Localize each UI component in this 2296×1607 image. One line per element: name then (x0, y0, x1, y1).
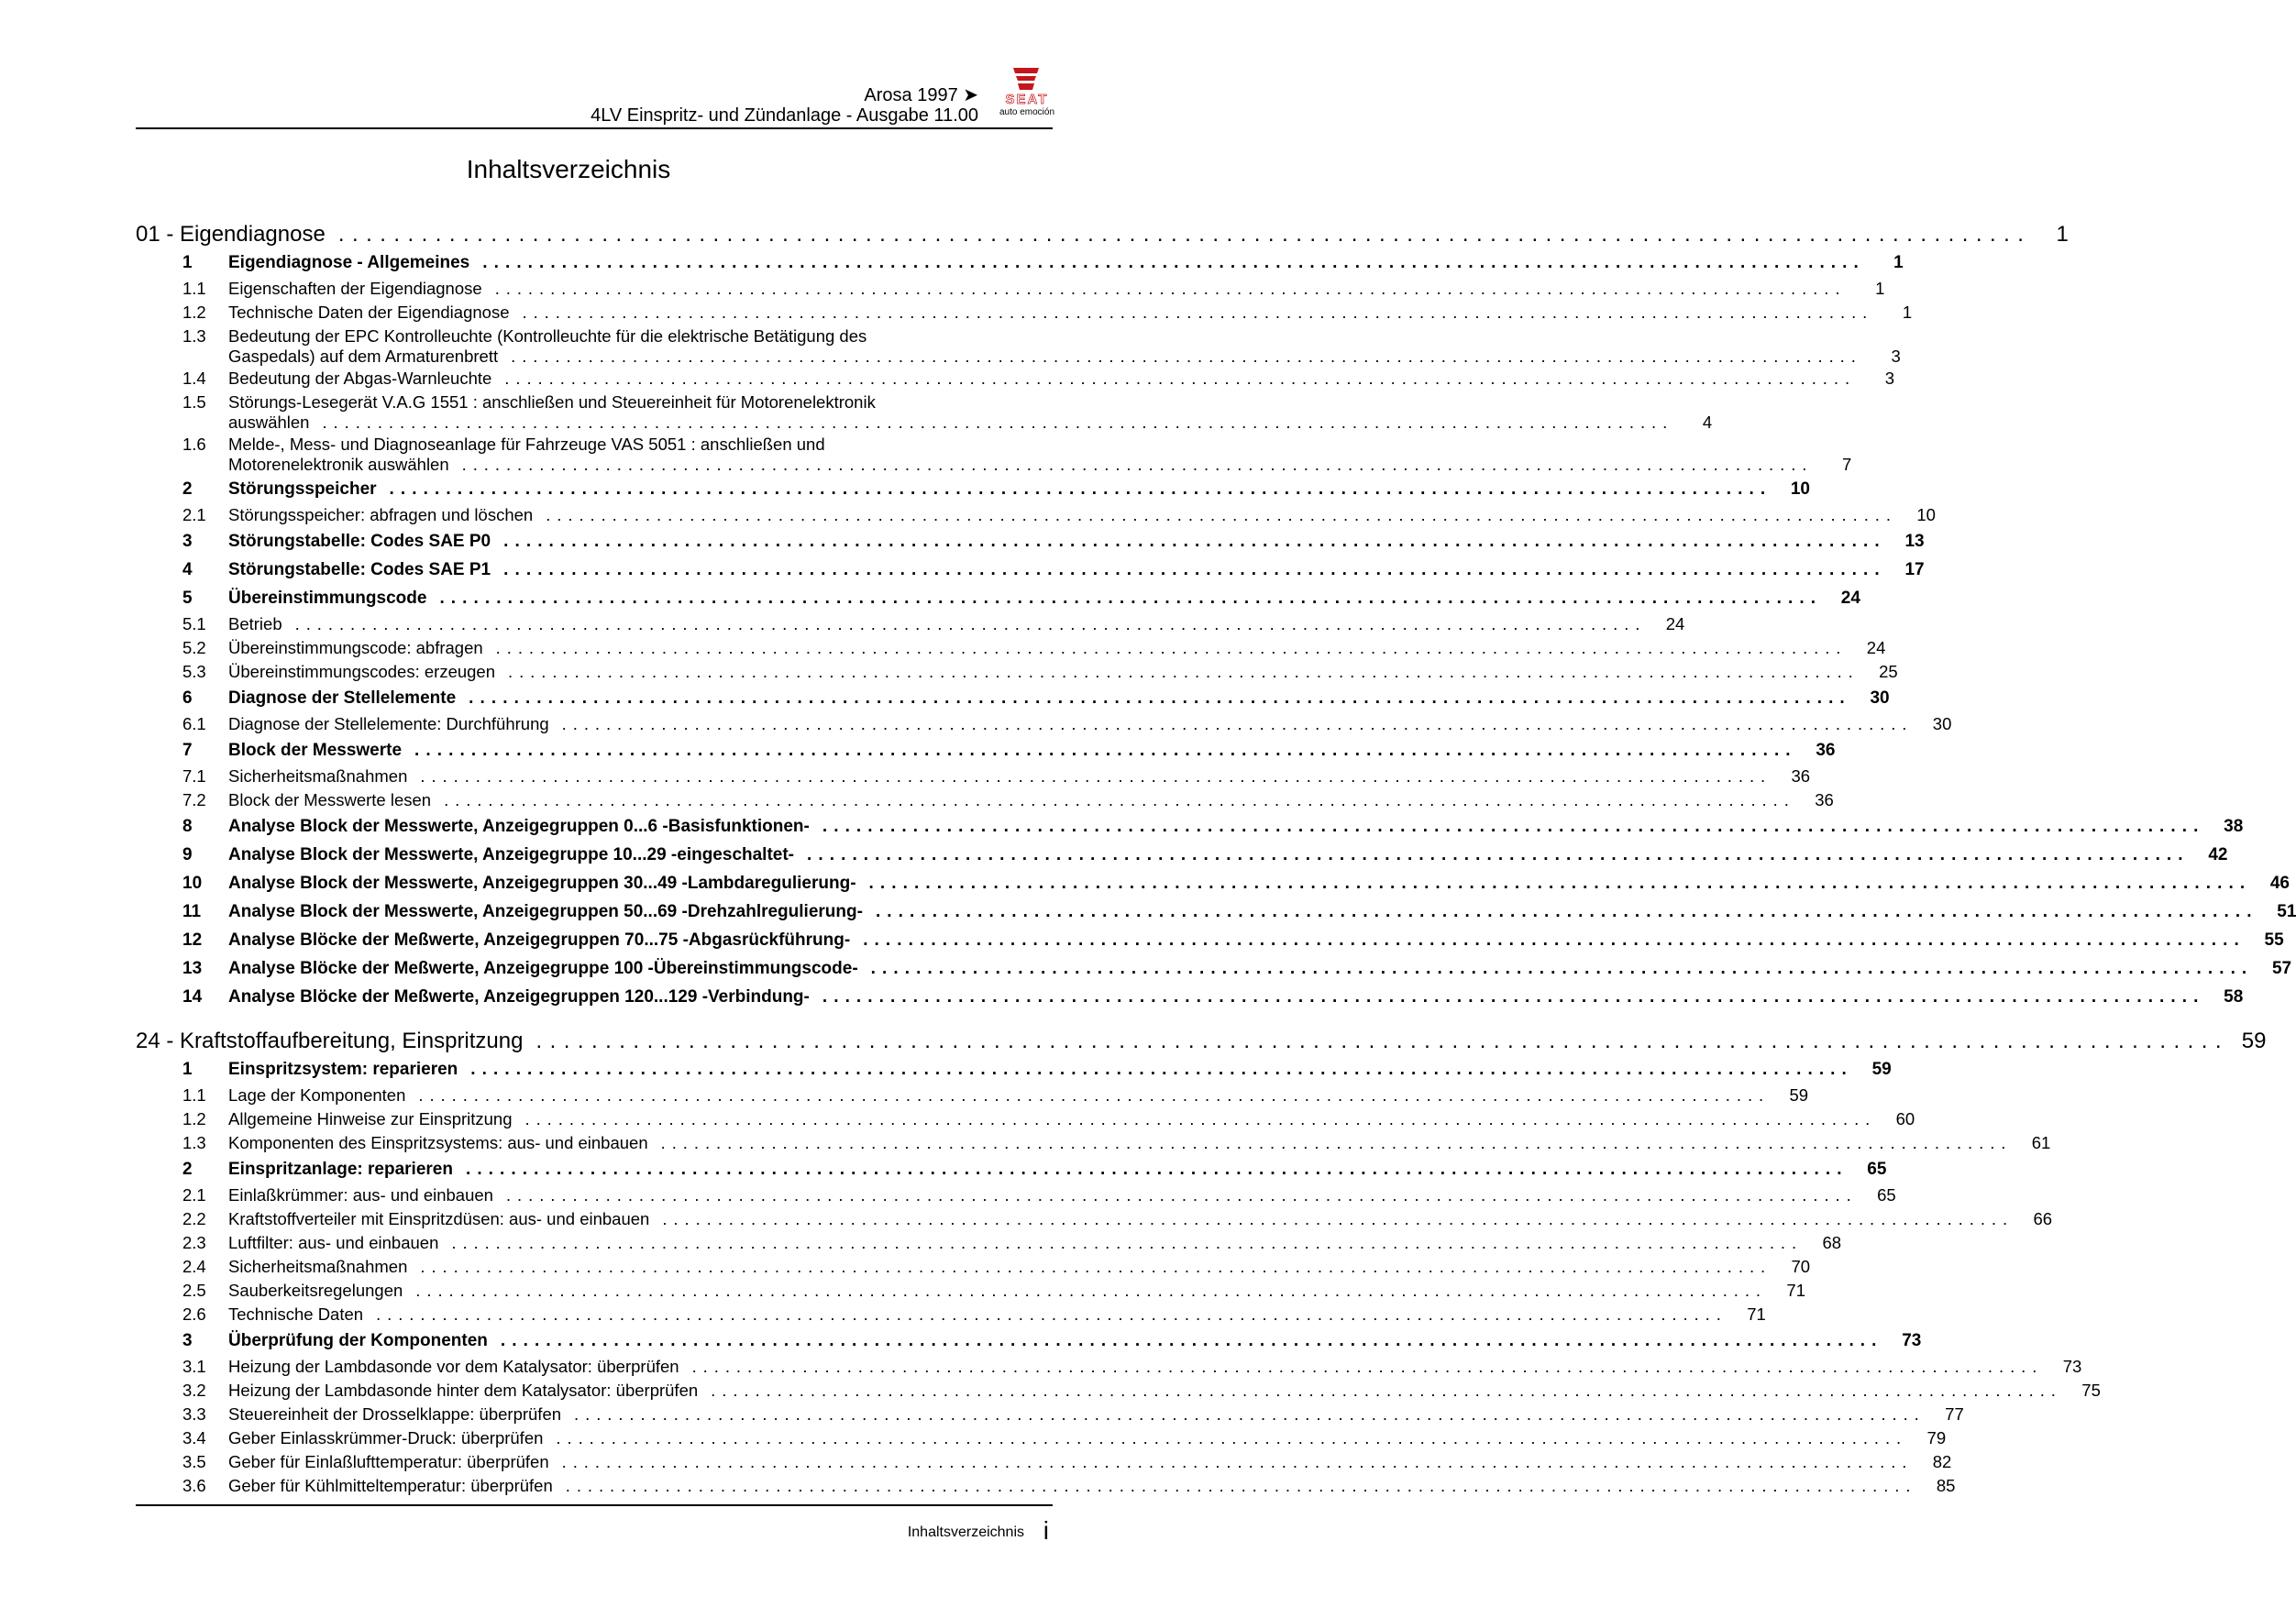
entry-title: Übereinstimmungscode (228, 589, 427, 608)
leader-dots (469, 684, 1845, 712)
table-of-contents (136, 221, 2296, 1498)
entry-page: 75 (2081, 1381, 2101, 1400)
entry-title: Übereinstimmungscode: abfragen (228, 638, 483, 657)
leader-dots (822, 983, 2199, 1011)
entry-page: 51 (2277, 902, 2296, 921)
toc-entry[interactable] (136, 841, 2228, 869)
entry-page: 10 (1790, 479, 1810, 499)
leader-dots (508, 660, 1854, 684)
entry-title: Analyse Block der Messwerte, Anzeigegruppe 10...29 -eingeschaltet- (228, 845, 795, 864)
entry-body (228, 326, 1901, 367)
leader-dots (501, 1326, 1877, 1355)
entry-title: Störungstabelle: Codes SAE P1 (228, 560, 491, 579)
entry-number: 3.3 (182, 1404, 206, 1424)
entry-number: 1.2 (182, 1109, 206, 1128)
entry-title: Sauberkeitsregelungen (228, 1281, 403, 1300)
toc-entry[interactable] (136, 527, 1925, 556)
entry-number: 12 (182, 930, 203, 950)
entry-page: 25 (1879, 662, 1898, 681)
entry-page: 55 (2264, 930, 2284, 950)
entry-number: 5.1 (182, 614, 206, 633)
toc-entry[interactable] (136, 660, 1898, 684)
leader-dots (871, 954, 2247, 983)
toc-entry[interactable] (136, 556, 1925, 584)
toc-entry[interactable] (136, 926, 2284, 954)
toc-entry[interactable] (136, 1326, 1922, 1355)
toc-entry[interactable] (136, 503, 1936, 527)
toc-entry[interactable] (136, 475, 1810, 503)
entry-title: Übereinstimmungscodes: erzeugen (228, 662, 496, 681)
entry-page: 65 (1877, 1185, 1896, 1205)
footer-page-number: i (1043, 1516, 1049, 1545)
entry-number: 2.3 (182, 1233, 206, 1252)
leader-dots (466, 1155, 1842, 1183)
toc-entry[interactable] (136, 897, 2296, 926)
entry-title: Technische Daten (228, 1304, 364, 1324)
entry-page: 7 (1842, 455, 1852, 474)
entry-title: Bedeutung der Abgas-Warnleuchte (228, 369, 492, 388)
entry-number: 2.1 (182, 505, 206, 524)
toc-entry[interactable] (136, 1379, 2101, 1403)
entry-number: 3 (182, 1331, 193, 1350)
entry-number: 1.3 (182, 326, 206, 346)
toc-entry[interactable] (136, 983, 2244, 1011)
leader-dots (661, 1131, 2007, 1155)
entry-number: 11 (182, 902, 202, 921)
entry-number: 3.4 (182, 1428, 206, 1447)
header-manual-title: 4LV Einspritz- und Zündanlage - Ausgabe 11.00 (591, 105, 978, 126)
toc-entry[interactable] (136, 1474, 1956, 1498)
entry-title: Komponenten des Einspritzsystems: aus- und einbauen (228, 1133, 648, 1152)
leader-dots (482, 248, 1859, 277)
toc-entry[interactable] (136, 1055, 1892, 1084)
entry-title: Diagnose der Stellelemente: Durchführung (228, 714, 549, 733)
entry-number: 3 (182, 532, 193, 551)
entry-number: 3.2 (182, 1381, 206, 1400)
entry-number: 14 (182, 987, 203, 1007)
entry-number: 5 (182, 589, 193, 608)
entry-title: Heizung der Lambdasonde vor dem Katalysator: überprüfen (228, 1357, 679, 1376)
leader-dots (390, 475, 1766, 503)
entry-number: 2 (182, 479, 193, 499)
entry-title-line2: auswählen (228, 413, 310, 432)
entry-page: 4 (1702, 413, 1713, 432)
toc-entry[interactable] (136, 392, 1713, 433)
toc-entry[interactable] (136, 736, 1836, 765)
entry-title-line2-row (228, 347, 1901, 367)
seat-logo (995, 66, 1059, 121)
running-header (591, 85, 978, 126)
entry-title: Geber Einlasskrümmer-Druck: überprüfen (228, 1428, 544, 1447)
entry-page: 71 (1786, 1281, 1805, 1300)
toc-entry[interactable] (136, 1255, 1811, 1279)
entry-title: Sicherheitsmaßnahmen (228, 1257, 408, 1276)
leader-dots (503, 527, 1880, 556)
entry-page: 73 (1902, 1331, 1922, 1350)
leader-dots (322, 413, 1668, 433)
entry-number: 1.3 (182, 1133, 206, 1152)
leader-dots (295, 612, 1641, 636)
leader-dots (662, 1207, 2008, 1231)
entry-number: 1.1 (182, 1085, 206, 1105)
entry-number: 1 (182, 1060, 193, 1079)
entry-page: 61 (2031, 1133, 2051, 1152)
entry-title: Analyse Block der Messwerte, Anzeigegruppen 0...6 -Basisfunktionen- (228, 817, 810, 836)
entry-title-line2: Motorenelektronik auswählen (228, 455, 449, 474)
leader-dots (496, 636, 1842, 660)
entry-title: Heizung der Lambdasonde hinter dem Katalysator: überprüfen (228, 1381, 699, 1400)
entry-title: Steuereinheit der Drosselklappe: überprüfen (228, 1404, 562, 1424)
entry-title: Einlaßkrümmer: aus- und einbauen (228, 1185, 493, 1205)
toc-entry[interactable] (136, 367, 1894, 391)
toc-entry[interactable] (136, 1155, 1887, 1183)
entry-number: 2.6 (182, 1304, 206, 1324)
entry-page: 36 (1816, 741, 1836, 760)
leader-dots (495, 277, 1841, 301)
entry-title: Geber für Kühlmitteltemperatur: überprüfen (228, 1476, 553, 1495)
entry-page: 10 (1916, 505, 1936, 524)
entry-number: 2.2 (182, 1209, 206, 1228)
entry-title: Analyse Blöcke der Meßwerte, Anzeigegruppe 100 -Übereinstimmungscode- (228, 959, 858, 978)
leader-dots (562, 1450, 1908, 1474)
toc-entry[interactable] (136, 277, 1885, 301)
entry-title: Analyse Block der Messwerte, Anzeigegruppen 50...69 -Drehzahlregulierung- (228, 902, 863, 921)
entry-title: Betrieb (228, 614, 282, 633)
entry-page: 13 (1904, 532, 1925, 551)
entry-page: 36 (1815, 790, 1834, 809)
entry-title-line1: Melde-, Mess- und Diagnoseanlage für Fahrzeuge VAS 5051 : anschließen und (228, 435, 825, 454)
toc-entry[interactable] (136, 684, 1890, 712)
entry-number: 1 (182, 253, 193, 272)
entry-title: Störungsspeicher (228, 479, 377, 499)
entry-page: 38 (2224, 817, 2244, 836)
entry-number: 8 (182, 817, 193, 836)
entry-number: 2.1 (182, 1185, 206, 1205)
entry-page: 82 (1932, 1452, 1952, 1471)
entry-page: 36 (1791, 766, 1811, 786)
entry-page: 1 (1875, 279, 1885, 298)
entry-page: 1 (1893, 253, 1904, 272)
entry-body (228, 435, 1851, 475)
entry-number: 9 (182, 845, 193, 864)
entry-title: Allgemeine Hinweise zur Einspritzung (228, 1109, 513, 1128)
entry-title: Analyse Blöcke der Meßwerte, Anzeigegruppen 70...75 -Abgasrückführung- (228, 930, 851, 950)
leader-dots (504, 367, 1850, 391)
leader-dots (420, 765, 1766, 788)
leader-dots (807, 841, 2183, 869)
chapter-title: 24 - Kraftstoffaufbereitung, Einspritzung (136, 1029, 524, 1053)
entry-title: Störungsspeicher: abfragen und löschen (228, 505, 534, 524)
entry-number: 7.2 (182, 790, 206, 809)
entry-page: 46 (2269, 874, 2290, 893)
toc-entry[interactable] (136, 1207, 2053, 1231)
entry-page: 24 (1665, 614, 1685, 633)
leader-dots (523, 301, 1869, 325)
entry-number: 3.6 (182, 1476, 206, 1495)
toc-entry[interactable] (136, 1355, 2082, 1379)
leader-dots (535, 1028, 2222, 1055)
chapter-01-entries (136, 248, 2296, 1011)
toc-entry[interactable] (136, 435, 1852, 475)
leader-dots (414, 736, 1791, 765)
leader-dots (566, 1474, 1912, 1498)
toc-entry[interactable] (136, 954, 2292, 983)
entry-page: 77 (1945, 1404, 1964, 1424)
toc-entry[interactable] (136, 584, 1860, 612)
entry-number: 1.5 (182, 392, 206, 412)
entry-page: 30 (1932, 714, 1952, 733)
entry-title-line1: Bedeutung der EPC Kontrolleuchte (Kontrolleuchte für die elektrische Betätigung des (228, 326, 867, 346)
toc-entry[interactable] (136, 1450, 1952, 1474)
entry-number: 2.4 (182, 1257, 206, 1276)
entry-title: Überprüfung der Komponenten (228, 1331, 488, 1350)
toc-entry[interactable] (136, 869, 2290, 897)
leader-dots (562, 712, 1908, 736)
toc-entry[interactable] (136, 326, 1901, 367)
entry-number: 4 (182, 560, 193, 579)
entry-title: Einspritzsystem: reparieren (228, 1060, 458, 1079)
entry-page: 3 (1891, 347, 1901, 366)
entry-title: Geber für Einlaßlufttemperatur: überprüfen (228, 1452, 549, 1471)
entry-page: 42 (2208, 845, 2228, 864)
footer-label: Inhaltsverzeichnis (907, 1524, 1024, 1540)
leader-dots (338, 221, 2025, 248)
entry-number: 6.1 (182, 714, 206, 733)
toc-entry[interactable] (136, 1231, 1842, 1255)
leader-dots (574, 1403, 1920, 1426)
leader-dots (511, 347, 1857, 367)
toc-entry[interactable] (136, 712, 1952, 736)
entry-page: 79 (1926, 1428, 1947, 1447)
header-divider (136, 127, 1053, 129)
chapter-title: 01 - Eigendiagnose (136, 222, 326, 247)
entry-page: 57 (2271, 959, 2292, 978)
entry-title: Luftfilter: aus- und einbauen (228, 1233, 439, 1252)
entry-number: 5.3 (182, 662, 206, 681)
entry-title: Analyse Blöcke der Meßwerte, Anzeigegruppen 120...129 -Verbindung- (228, 987, 810, 1007)
page-title: Inhaltsverzeichnis (466, 155, 671, 183)
toc-entry[interactable] (136, 1183, 1896, 1207)
leader-dots (692, 1355, 2038, 1379)
toc-entry[interactable] (136, 1279, 1805, 1303)
leader-dots (546, 503, 1892, 527)
entry-title: Störungstabelle: Codes SAE P0 (228, 532, 491, 551)
leader-dots (506, 1183, 1852, 1207)
entry-page: 58 (2224, 987, 2244, 1007)
toc-entry[interactable] (136, 1426, 1947, 1450)
leader-dots (470, 1055, 1847, 1084)
leader-dots (376, 1303, 1722, 1326)
toc-entry[interactable] (136, 248, 1904, 277)
entry-page: 60 (1895, 1109, 1915, 1128)
entry-title: Einspritzanlage: reparieren (228, 1160, 453, 1179)
toc-chapter[interactable] (136, 221, 2069, 248)
entry-number: 5.2 (182, 638, 206, 657)
toc-entry[interactable] (136, 1131, 2051, 1155)
leader-dots (822, 812, 2199, 841)
entry-page: 66 (2033, 1209, 2053, 1228)
entry-title-line2-row (228, 413, 1712, 433)
entry-title: Block der Messwerte lesen (228, 790, 432, 809)
leader-dots (462, 455, 1808, 475)
leader-dots (556, 1426, 1902, 1450)
leader-dots (876, 897, 2252, 926)
entry-page: 24 (1840, 589, 1860, 608)
entry-page: 68 (1822, 1233, 1842, 1252)
entry-page: 59 (1871, 1060, 1892, 1079)
entry-number: 3.1 (182, 1357, 206, 1376)
leader-dots (711, 1379, 2057, 1403)
toc-entry[interactable] (136, 1303, 1766, 1326)
leader-dots (418, 1084, 1764, 1107)
entry-title: Technische Daten der Eigendiagnose (228, 303, 510, 322)
leader-dots (415, 1279, 1761, 1303)
seat-logo-icon (1010, 66, 1043, 94)
entry-number: 1.6 (182, 435, 206, 454)
toc-entry[interactable] (136, 1403, 1964, 1426)
footer-divider (136, 1504, 1053, 1506)
toc-entry[interactable] (136, 812, 2244, 841)
entry-title: Lage der Komponenten (228, 1085, 406, 1105)
chapter-page: 59 (2241, 1029, 2267, 1053)
toc-entry[interactable] (136, 788, 1834, 812)
entry-number: 3.5 (182, 1452, 206, 1471)
entry-body (228, 392, 1712, 433)
entry-number: 10 (182, 874, 203, 893)
leader-dots (503, 556, 1880, 584)
entry-title-line1: Störungs-Lesegerät V.A.G 1551 : anschließen und Steuereinheit für Motorenelektronik (228, 392, 876, 412)
entry-title-line2: Gaspedals) auf dem Armaturenbrett (228, 347, 499, 366)
leader-dots (439, 584, 1816, 612)
chapter-page: 1 (2056, 222, 2069, 247)
entry-page: 1 (1902, 303, 1913, 322)
entry-page: 3 (1884, 369, 1894, 388)
toc-entry[interactable] (136, 636, 1886, 660)
leader-dots (451, 1231, 1797, 1255)
entry-page: 59 (1789, 1085, 1809, 1105)
entry-page: 24 (1866, 638, 1886, 657)
header-model: Arosa 1997 ➤ (864, 85, 978, 105)
seat-logo-word: SEAT (1005, 92, 1049, 107)
entry-title: Eigendiagnose - Allgemeines (228, 253, 470, 272)
leader-dots (869, 869, 2246, 897)
entry-number: 6 (182, 688, 193, 708)
leader-dots (420, 1255, 1766, 1279)
toc-entry[interactable] (136, 612, 1685, 636)
chapter-24-entries (136, 1055, 2101, 1498)
seat-logo-tagline: auto emoción (999, 107, 1055, 117)
entry-page: 85 (1936, 1476, 1956, 1495)
entry-title: Block der Messwerte (228, 741, 403, 760)
entry-number: 13 (182, 959, 203, 978)
leader-dots (444, 788, 1790, 812)
entry-page: 30 (1870, 688, 1890, 708)
entry-number: 2 (182, 1160, 193, 1179)
toc-entry[interactable] (136, 765, 1811, 788)
entry-number: 7.1 (182, 766, 206, 786)
entry-page: 17 (1904, 560, 1925, 579)
entry-title: Analyse Block der Messwerte, Anzeigegruppen 30...49 -Lambdaregulierung- (228, 874, 856, 893)
entry-number: 7 (182, 741, 193, 760)
toc-chapter[interactable] (136, 1028, 2267, 1055)
entry-title: Eigenschaften der Eigendiagnose (228, 279, 482, 298)
entry-title: Kraftstoffverteiler mit Einspritzdüsen: aus- und einbauen (228, 1209, 650, 1228)
entry-page: 73 (2062, 1357, 2082, 1376)
entry-number: 1.4 (182, 369, 206, 388)
toc-entry[interactable] (136, 301, 1913, 325)
entry-title: Diagnose der Stellelemente (228, 688, 457, 708)
toc-entry[interactable] (136, 1107, 1915, 1131)
entry-number: 1.1 (182, 279, 206, 298)
entry-page: 65 (1867, 1160, 1887, 1179)
toc-entry[interactable] (136, 1084, 1809, 1107)
leader-dots (863, 926, 2239, 954)
entry-title: Sicherheitsmaßnahmen (228, 766, 408, 786)
entry-number: 2.5 (182, 1281, 206, 1300)
entry-page: 71 (1747, 1304, 1766, 1324)
entry-title-line2-row (228, 455, 1851, 475)
entry-page: 70 (1791, 1257, 1811, 1276)
entry-number: 1.2 (182, 303, 206, 322)
leader-dots (525, 1107, 1871, 1131)
